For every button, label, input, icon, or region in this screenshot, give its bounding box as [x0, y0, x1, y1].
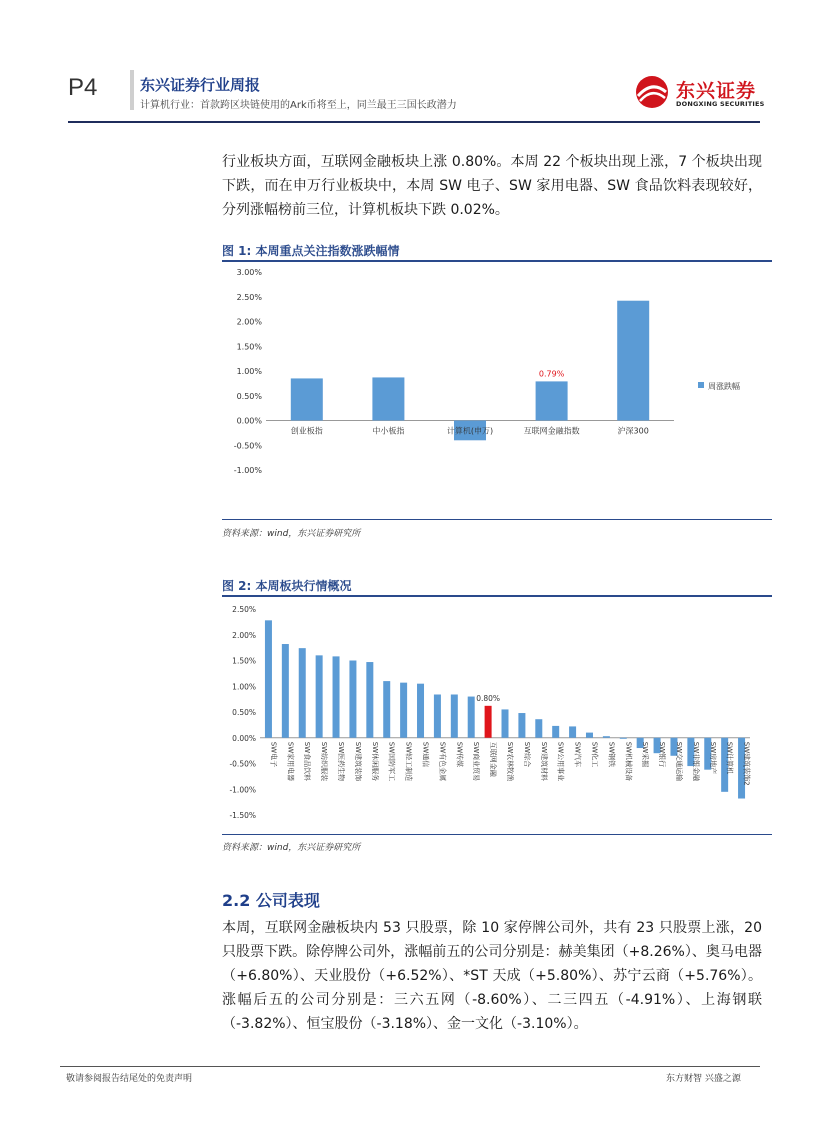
bar	[372, 377, 404, 420]
y-tick-label: -1.00%	[229, 785, 256, 795]
company-paragraph: 本周，互联网金融板块内 53 只股票，除 10 家停牌公司外，共有 23 只股票上涨，20 只股票下跌。除停牌公司外，涨幅前五的公司分别是：赫美集团（+8.26%）、奥马电器（+6.80%）、天业股份（+6.52%）、*ST 天成（+5.80%）、苏宁云商（+5.76%）。涨幅后五的公司分别是：三六五网（-8.60%）、二三四五（-4.91%）、上海钢联（-3.82%）、恒宝股份（-3.18%）、金一文化（-3.10%）。	[222, 920, 762, 1032]
figure1-chart	[222, 262, 772, 518]
y-tick-label: 0.50%	[236, 391, 262, 401]
x-category-label: SW有色金属	[438, 741, 447, 782]
header-rule	[68, 121, 760, 123]
x-category-label: SW机械设备	[624, 741, 633, 782]
x-category-label: SW食品饮料	[303, 741, 312, 782]
x-category-label: 沪深300	[617, 426, 649, 436]
bar	[502, 709, 509, 737]
figure2-chart	[222, 597, 772, 833]
x-category-label: SW公用事业	[556, 741, 565, 782]
bar	[518, 713, 525, 738]
y-tick-label: 1.50%	[236, 342, 262, 352]
bar	[265, 620, 272, 737]
x-category-label: SW国防军工	[387, 741, 396, 782]
y-tick-label: 2.50%	[236, 292, 262, 302]
y-tick-label: 1.00%	[232, 682, 256, 692]
bar	[383, 681, 390, 738]
brand-name-en: DONGXING SECURITIES	[676, 100, 765, 108]
data-label: 0.79%	[538, 369, 565, 379]
x-category-label: SW农林牧渔	[506, 741, 514, 782]
x-category-label: SW休闲服务	[370, 741, 379, 782]
figure1-title: 图 1: 本周重点关注指数涨跌幅情	[222, 244, 400, 258]
intro-paragraph: 行业板块方面，互联网金融板块上涨 0.80%。本周 22 个板块出现上涨，7 个板块出现下跌，而在申万行业板块中，本周 SW 电子、SW 家用电器、SW 食品饮料表现较好，分列涨幅榜前三位，计算机板块下跌 0.02%。	[222, 154, 762, 218]
x-category-label: SW建筑装饰2	[742, 741, 751, 786]
x-category-label: SW医药生物	[337, 741, 346, 782]
x-category-label: SW房地产	[708, 741, 717, 775]
page-number: P4	[68, 74, 98, 101]
x-category-label: SW家用电器	[286, 741, 295, 782]
x-category-label: SW建筑装饰	[353, 741, 362, 782]
y-tick-label: 1.00%	[236, 367, 262, 376]
x-category-label: SW电子	[269, 741, 278, 768]
footer-motto: 东方财智 兴盛之源	[666, 1074, 741, 1084]
x-category-label: SW商业贸易	[472, 741, 481, 782]
bar	[333, 656, 340, 737]
x-category-label: 创业板指	[290, 426, 323, 436]
bar	[617, 301, 649, 421]
bar	[586, 733, 593, 738]
figure1-bottom-rule	[222, 519, 772, 520]
x-category-label: 互联网金融	[489, 741, 498, 777]
x-category-label: SW汽车	[573, 741, 582, 768]
x-category-label: SW钢铁	[607, 741, 616, 768]
bar	[535, 719, 542, 738]
x-category-label: SW交通运输	[674, 741, 683, 782]
y-tick-label: -0.50%	[229, 759, 256, 769]
bar	[316, 655, 323, 737]
figure2-bottom-rule	[222, 834, 772, 835]
footer-rule	[60, 1066, 760, 1067]
report-name: 东兴证券行业周报	[140, 76, 261, 94]
x-category-label: SW轻工制造	[404, 741, 413, 782]
x-category-label: SW综合	[522, 741, 531, 768]
y-tick-label: 0.00%	[232, 733, 256, 743]
x-category-label: 计算机(申万)	[446, 426, 494, 436]
x-category-label: SW计算机	[725, 741, 734, 775]
bar	[620, 738, 627, 739]
section-title: 2.2 公司表现	[222, 891, 320, 910]
y-tick-label: -0.50%	[233, 441, 262, 451]
bar	[417, 684, 424, 738]
bar	[299, 648, 306, 738]
brand-logo-icon	[632, 74, 674, 110]
bar	[603, 736, 610, 738]
bar	[485, 706, 492, 738]
bar	[282, 644, 289, 738]
bar	[468, 697, 475, 738]
x-category-label: SW非银金融	[691, 741, 700, 782]
x-category-label: SW银行	[658, 741, 667, 768]
x-category-label: 中小板指	[372, 426, 405, 436]
footer-disclaimer: 敬请参阅报告结尾处的免责声明	[66, 1074, 193, 1084]
x-category-label: 互联网金融指数	[523, 426, 580, 436]
bar	[569, 726, 576, 737]
legend-swatch	[698, 382, 704, 388]
bar	[552, 726, 559, 738]
data-label: 0.80%	[476, 693, 501, 703]
y-tick-label: 0.00%	[236, 416, 262, 426]
y-tick-label: 2.00%	[232, 630, 256, 640]
brand-name-cn: 东兴证券	[676, 80, 757, 102]
x-category-label: SW采掘	[641, 741, 650, 768]
bar	[291, 378, 323, 420]
x-category-label: SW传媒	[455, 741, 464, 768]
bar	[366, 662, 373, 738]
legend-label: 周涨跌幅	[708, 382, 740, 391]
x-category-label: SW通信	[421, 741, 430, 768]
x-category-label: SW化工	[590, 741, 599, 768]
figure2-title: 图 2: 本周板块行情概况	[222, 579, 352, 593]
y-tick-label: 3.00%	[236, 268, 262, 277]
x-category-label: SW建筑材料	[539, 741, 548, 782]
report-subtitle: 计算机行业：首款跨区块链使用的Ark币将至上，同兰最王三国长政潜力	[140, 100, 457, 111]
y-tick-label: 1.50%	[232, 656, 256, 666]
y-tick-label: 0.50%	[232, 708, 256, 717]
bar	[349, 661, 356, 738]
header-divider	[130, 70, 134, 110]
bar	[536, 381, 568, 420]
bar	[451, 694, 458, 737]
y-tick-label: 2.50%	[232, 605, 256, 614]
y-tick-label: 2.00%	[236, 317, 262, 327]
figure1-source: 资料来源：wind，东兴证券研究所	[222, 529, 361, 539]
bar	[400, 683, 407, 738]
x-category-label: SW纺织服装	[320, 741, 329, 782]
bar	[434, 694, 441, 737]
y-tick-label: -1.50%	[229, 811, 256, 820]
figure2-source: 资料来源：wind，东兴证券研究所	[222, 843, 361, 853]
y-tick-label: -1.00%	[233, 466, 262, 475]
